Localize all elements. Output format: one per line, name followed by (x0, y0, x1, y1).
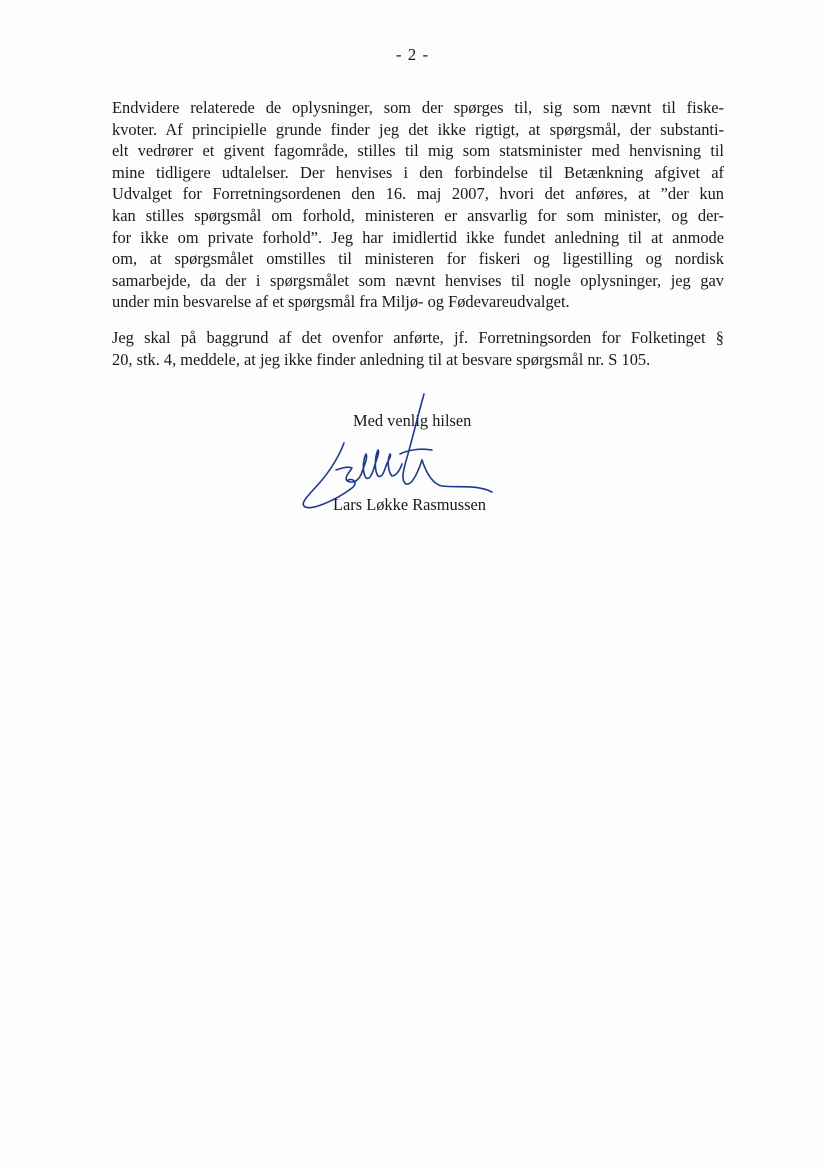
text-line: mine tidligere udtalelser. Der henvises i den forbindelse til Betænkning afgivet af (112, 162, 724, 182)
text-line: Endvidere relaterede de oplysninger, som der spørges til, sig som nævnt til fiske- (112, 98, 724, 117)
text-line: kan stilles spørgsmål om forhold, ministeren er ansvarlig for som minister, og der- (112, 205, 724, 225)
text-line: for ikke om private forhold”. Jeg har imidlertid ikke fundet anledning til at anmode (112, 227, 724, 247)
signer-name: Lars Løkke Rasmussen (333, 495, 486, 514)
text-line: under min besvarelse af et spørgsmål fra Miljø- og Fødevareudvalget. (112, 292, 570, 312)
text-line: Udvalget for Forretningsordenen den 16. maj 2007, hvori det anføres, at ”der kun (112, 184, 724, 204)
text-line: samarbejde, da der i spørgsmålet som nævnt henvises til nogle oplysninger, jeg gav (112, 270, 724, 290)
text-line: Jeg skal på baggrund af det ovenfor anførte, jf. Forretningsorden for Folketinget § (112, 328, 724, 347)
paragraph-2 (112, 327, 724, 370)
paragraph-1 (112, 97, 724, 313)
text-line: elt vedrører et givent fagområde, stilles til mig som statsminister med henvisning til (112, 141, 724, 161)
closing-salutation: Med venlig hilsen (353, 411, 472, 430)
text-line: om, at spørgsmålet omstilles til ministeren for fiskeri og ligestilling og nordisk (112, 249, 724, 269)
text-line: kvoter. Af principielle grunde finder jeg det ikke rigtigt, at spørgsmål, der substanti- (112, 119, 724, 139)
page-number: - 2 - (395, 45, 430, 64)
text-line: 20, stk. 4, meddele, at jeg ikke finder anledning til at besvare spørgsmål nr. S 105. (112, 349, 651, 369)
